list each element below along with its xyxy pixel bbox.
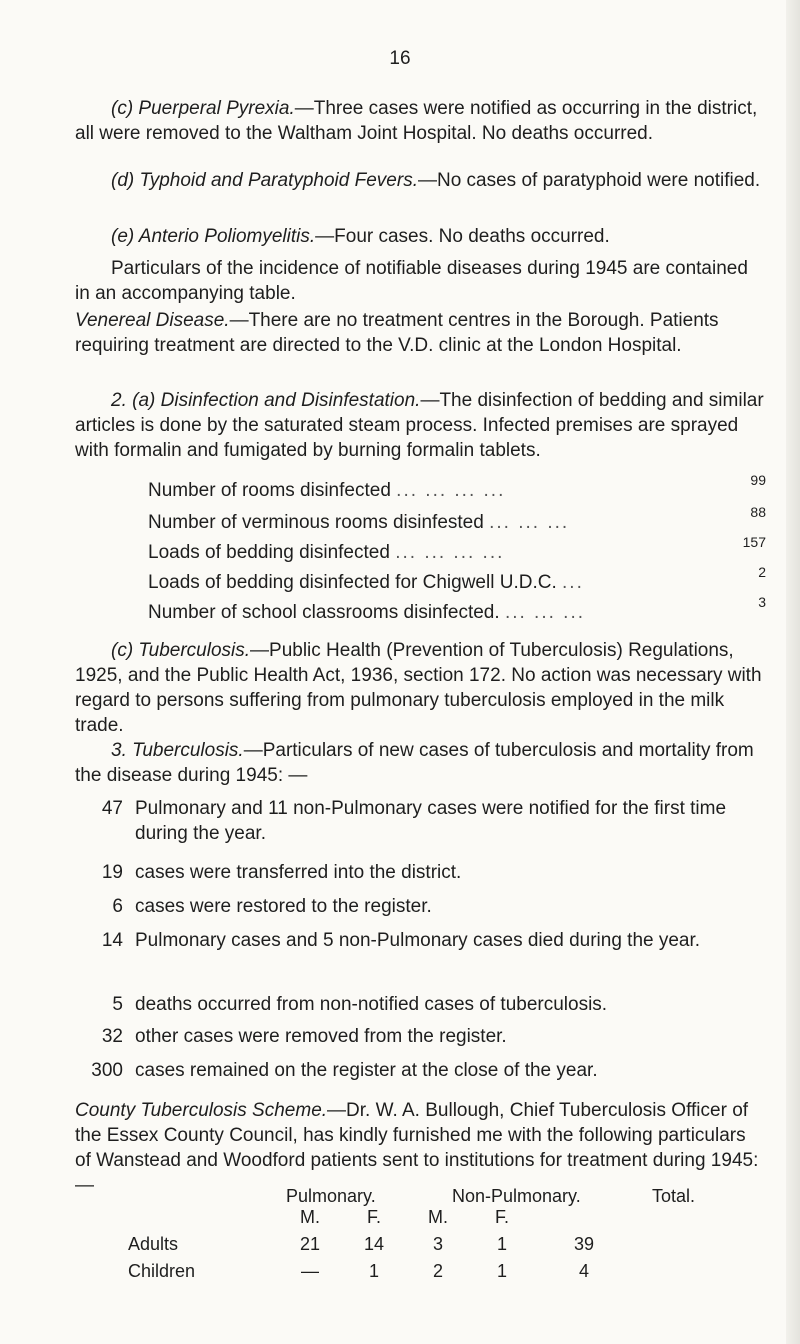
heading-venereal-disease: Venereal Disease. — [75, 310, 230, 331]
paragraph-county-scheme — [75, 1098, 765, 1198]
disinfection-row: Number of rooms disinfected ... ... ... ... 99 — [148, 472, 766, 501]
paragraph-venereal-disease — [75, 308, 765, 358]
disinfection-row: Loads of bedding disinfected for Chigwell U.D.C. ... 2 — [148, 564, 766, 593]
paragraph-tuberculosis-particulars — [75, 738, 765, 788]
heading-tuberculosis-particulars: 3. Tuberculosis. — [111, 740, 244, 761]
cell-pulmonary-m: — — [301, 1261, 319, 1281]
text-tuberculosis-regulations: —Public Health (Prevention of Tuberculosis) Regulations, 1925, and the Public Health Act, 1936, section 172. No action was necessary with regard to persons suffering from pulmonary tuberculosis employed in the milk trade. — [75, 640, 762, 736]
row-label: Adults — [128, 1234, 179, 1254]
paragraph-poliomyelitis — [75, 224, 765, 249]
table-row — [128, 1258, 634, 1285]
heading-tuberculosis-regulations: (c) Tuberculosis. — [111, 640, 251, 661]
paragraph-disinfection — [75, 388, 765, 463]
disinfection-row: Number of school classrooms disinfected. ... ... ... 3 — [148, 594, 766, 623]
cell-non-pulmonary-m: 3 — [432, 1234, 443, 1254]
paragraph-puerperal-pyrexia — [75, 96, 765, 146]
cell-non-pulmonary-f: 1 — [496, 1234, 507, 1254]
page-number: 16 — [389, 48, 411, 69]
table-row — [128, 1231, 634, 1258]
header-pulmonary-m: M. — [300, 1207, 320, 1227]
header-pulmonary-f: F. — [366, 1207, 381, 1227]
header-total: Total. — [652, 1186, 696, 1206]
paragraph-tuberculosis-regulations — [75, 638, 765, 738]
heading-disinfection: 2. (a) Disinfection and Disinfestation. — [111, 390, 421, 411]
cell-pulmonary-f: 14 — [363, 1234, 385, 1254]
cell-non-pulmonary-f: 1 — [496, 1261, 507, 1281]
disinfection-row: Number of verminous rooms disinfested ... ... ... 88 — [148, 504, 766, 533]
paragraph-particulars: Particulars of the incidence of notifiable diseases during 1945 are contained in an accompanying table. — [75, 258, 748, 304]
cell-pulmonary-m: 21 — [299, 1234, 321, 1254]
header-non-pulmonary-m: M. — [428, 1207, 448, 1227]
disinfection-row: Loads of bedding disinfected ... ... ... ... 157 — [148, 534, 766, 563]
text-tuberculosis-particulars: —Particulars of new cases of tuberculosis and mortality from the disease during 1945: — — [75, 740, 754, 786]
text-county-scheme: —Dr. W. A. Bullough, Chief Tuberculosis Officer of the Essex County Council, has kindly furnished me with the following particulars of Wanstead and Woodford patients sent to institutions for treatment during 1945: — — [75, 1100, 759, 1196]
heading-county-scheme: County Tuberculosis Scheme. — [75, 1100, 328, 1121]
header-non-pulmonary: Non-Pulmonary. — [452, 1186, 581, 1206]
treatment-table — [128, 1204, 634, 1285]
text-typhoid: —No cases of paratyphoid were notified. — [417, 170, 761, 191]
heading-poliomyelitis: (e) Anterio Poliomyelitis. — [111, 226, 316, 247]
cell-pulmonary-f: 1 — [368, 1261, 379, 1281]
heading-puerperal-pyrexia: (c) Puerperal Pyrexia. — [111, 98, 295, 119]
text-venereal-disease: —There are no treatment centres in the Borough. Patients requiring treatment are directed to the V.D. clinic at the London Hospital. — [75, 310, 719, 356]
text-disinfection: —The disinfection of bedding and similar articles is done by the saturated steam process. Infected premises are sprayed with formalin and fumigated by burning formalin tablets. — [75, 390, 764, 461]
heading-typhoid: (d) Typhoid and Paratyphoid Fevers. — [111, 170, 418, 191]
cell-total: 39 — [573, 1234, 595, 1254]
text-poliomyelitis: —Four cases. No deaths occurred. — [315, 226, 610, 247]
document-page: 16 (c) Puerperal Pyrexia.—Three cases were notified as occurring in the district, all were removed to the Waltham Joint Hospital. No deaths occurred. (d) Typhoid and Paratyphoid Fevers.—No cases of paratyphoid were notified. (e) Anterio Poliomyelitis.—Four cases. No deaths occurred. Particulars of the incidence of notifiable diseases during 1945 are contained in an accompanying table. Venereal Disease.—There are no treatment centres in the Borough. Patients requiring treatment are directed to the V.D. clinic at the London Hospital. 2. (a) Disinfection and Disinfestation.—The disinfection of bedding and similar articles is done by the saturated steam process. Infected premises are sprayed with formalin and fumigated by burning formalin tablets. Number of rooms disinfected ... ... ... ... 99 Number of verminous rooms disinfested ... ... ... 88 Loads of bedding disinfected ... ... ... ... 157 Loads of bedding disinfected for Chigwell U.D.C. ... 2 Number of school classrooms disinfected. ... ... ... 3 (c) Tuberculosis.—Public Health (Prevention of Tuberculosis) Regulations, 1925, and the Public Health Act, 1936, section 172. No action was necessary with regard to persons suffering from pulmonary tuberculosis employed in the milk trade. 3. Tuberculosis.—Particulars of new cases of tuberculosis and mortality from the disease during 1945: — 47 Pulmonary and 11 non-Pulmonary cases were notified for the first time during the year. 19 cases were transferred into the district. 6 cases were restored to the register. 14 Pulmonary cases and 5 non-Pulmonary cases died during the year. 5 deaths occurred from non-notified cases of tuberculosis. 32 other cases were removed from the register. 300 cases remained on the register at the close of the year. County Tuberculosis Scheme.—Dr. W. A. Bullough, Chief Tuberculosis Officer of the Essex County Council, has kindly furnished me with the following particulars of Wanstead and Woodford patients sent to institutions for treatment during 1945: — Pulmonary. Non-Pulmonary. Total. M. F. M. F. Adults 21 14 3 1 39 Children — 1 2 1 4 — [0, 0, 800, 1344]
header-pulmonary: Pulmonary. — [286, 1186, 376, 1206]
cell-total: 4 — [578, 1261, 589, 1281]
cell-non-pulmonary-m: 2 — [432, 1261, 443, 1281]
text-puerperal-pyrexia: —Three cases were notified as occurring in the district, all were removed to the Waltham Joint Hospital. No deaths occurred. — [75, 98, 758, 144]
paragraph-typhoid — [75, 168, 765, 193]
header-non-pulmonary-f: F. — [494, 1207, 509, 1227]
table-subheader-row — [128, 1204, 634, 1231]
row-label: Children — [128, 1261, 196, 1281]
